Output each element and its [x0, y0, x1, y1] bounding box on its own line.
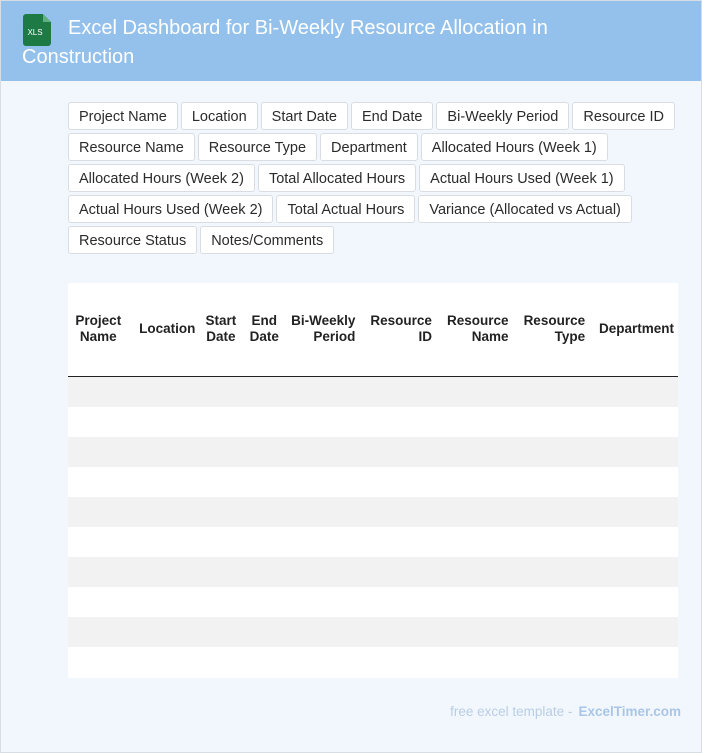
table-cell[interactable] — [286, 617, 359, 647]
table-cell[interactable] — [68, 527, 129, 557]
table-cell[interactable] — [286, 647, 359, 677]
field-tag[interactable]: Total Allocated Hours — [258, 164, 416, 192]
field-tag[interactable]: Resource Status — [68, 226, 197, 254]
table-cell[interactable] — [513, 497, 590, 527]
table-cell[interactable] — [286, 376, 359, 407]
table-cell[interactable] — [513, 376, 590, 407]
table-cell[interactable] — [129, 467, 200, 497]
table-cell[interactable] — [242, 587, 286, 617]
table-row — [68, 617, 678, 647]
table-row — [68, 407, 678, 437]
table-cell[interactable] — [129, 437, 200, 467]
table-cell[interactable] — [589, 376, 678, 407]
field-tag[interactable]: Bi-Weekly Period — [436, 102, 569, 130]
field-tag[interactable]: Resource ID — [572, 102, 675, 130]
table-cell[interactable] — [242, 647, 286, 677]
table-row — [68, 527, 678, 557]
header-bar — [1, 1, 701, 81]
table-cell[interactable] — [589, 467, 678, 497]
table-cell[interactable] — [199, 467, 242, 497]
table-cell[interactable] — [199, 407, 242, 437]
table-cell[interactable] — [129, 527, 200, 557]
column-header[interactable]: Resource Type — [513, 283, 590, 376]
table-cell[interactable] — [199, 557, 242, 587]
table-cell[interactable] — [436, 557, 513, 587]
table-cell[interactable] — [129, 557, 200, 587]
table-cell[interactable] — [68, 437, 129, 467]
table-row — [68, 467, 678, 497]
table-row — [68, 376, 678, 407]
table-cell[interactable] — [286, 527, 359, 557]
column-header[interactable]: Resource Name — [436, 283, 513, 376]
table-cell[interactable] — [68, 557, 129, 587]
data-table-container — [68, 283, 678, 678]
table-cell[interactable] — [242, 557, 286, 587]
table-cell[interactable] — [129, 407, 200, 437]
table-cell[interactable] — [513, 557, 590, 587]
table-cell[interactable] — [286, 467, 359, 497]
table-cell[interactable] — [242, 527, 286, 557]
field-tag[interactable]: Actual Hours Used (Week 1) — [419, 164, 624, 192]
table-cell[interactable] — [436, 437, 513, 467]
field-tag[interactable]: Allocated Hours (Week 2) — [68, 164, 255, 192]
table-cell[interactable] — [359, 437, 436, 467]
footer-credit — [450, 704, 681, 719]
table-cell[interactable] — [589, 437, 678, 467]
table-cell[interactable] — [436, 376, 513, 407]
field-tag[interactable]: Variance (Allocated vs Actual) — [418, 195, 632, 223]
table-cell[interactable] — [436, 587, 513, 617]
table-cell[interactable] — [129, 617, 200, 647]
table-cell[interactable] — [286, 437, 359, 467]
table-cell[interactable] — [589, 617, 678, 647]
table-cell[interactable] — [359, 407, 436, 437]
page-title: Excel Dashboard for Bi-Weekly Resource Allocation in Construction — [22, 17, 548, 68]
table-cell[interactable] — [242, 497, 286, 527]
table-cell[interactable] — [436, 617, 513, 647]
table-cell[interactable] — [436, 527, 513, 557]
table-cell[interactable] — [199, 617, 242, 647]
table-row — [68, 557, 678, 587]
table-cell[interactable] — [286, 557, 359, 587]
table-cell[interactable] — [68, 467, 129, 497]
table-cell[interactable] — [286, 407, 359, 437]
field-tag[interactable]: Location — [181, 102, 258, 130]
field-tag[interactable]: Start Date — [261, 102, 348, 130]
table-cell[interactable] — [513, 527, 590, 557]
table-cell[interactable] — [513, 467, 590, 497]
table-cell[interactable] — [242, 407, 286, 437]
table-cell[interactable] — [68, 376, 129, 407]
table-row — [68, 437, 678, 467]
field-tag[interactable]: Department — [320, 133, 418, 161]
table-cell[interactable] — [589, 557, 678, 587]
field-tag[interactable]: Total Actual Hours — [276, 195, 415, 223]
field-tag[interactable]: Actual Hours Used (Week 2) — [68, 195, 273, 223]
data-table — [68, 283, 678, 677]
column-header[interactable]: Bi-Weekly Period — [286, 283, 359, 376]
table-cell[interactable] — [359, 527, 436, 557]
table-cell[interactable] — [513, 587, 590, 617]
table-cell[interactable] — [68, 617, 129, 647]
column-header[interactable]: Project Name — [68, 283, 129, 376]
table-cell[interactable] — [199, 647, 242, 677]
column-header[interactable]: Department — [589, 283, 678, 376]
table-cell[interactable] — [286, 497, 359, 527]
table-cell[interactable] — [242, 617, 286, 647]
field-tag[interactable]: Resource Type — [198, 133, 317, 161]
table-cell[interactable] — [436, 497, 513, 527]
table-cell[interactable] — [68, 407, 129, 437]
column-header[interactable]: End Date — [242, 283, 286, 376]
table-row — [68, 587, 678, 617]
table-cell[interactable] — [129, 647, 200, 677]
table-cell[interactable] — [359, 376, 436, 407]
table-cell[interactable] — [359, 647, 436, 677]
table-cell[interactable] — [286, 587, 359, 617]
footer-brand-link[interactable]: ExcelTimer.com — [578, 704, 681, 719]
field-tag[interactable]: Project Name — [68, 102, 178, 130]
field-tag[interactable]: Resource Name — [68, 133, 195, 161]
table-cell[interactable] — [199, 437, 242, 467]
table-cell[interactable] — [68, 647, 129, 677]
table-cell[interactable] — [199, 527, 242, 557]
table-cell[interactable] — [68, 497, 129, 527]
table-cell[interactable] — [242, 376, 286, 407]
table-cell[interactable] — [589, 527, 678, 557]
table-cell[interactable] — [359, 587, 436, 617]
field-tag[interactable]: Allocated Hours (Week 1) — [421, 133, 608, 161]
table-cell[interactable] — [199, 497, 242, 527]
table-header-row — [68, 283, 678, 376]
column-header[interactable]: Resource ID — [359, 283, 436, 376]
table-cell[interactable] — [199, 376, 242, 407]
column-header[interactable]: Start Date — [199, 283, 242, 376]
table-cell[interactable] — [513, 437, 590, 467]
footer-prefix: free excel template - — [450, 704, 573, 719]
table-cell[interactable] — [436, 407, 513, 437]
table-cell[interactable] — [242, 467, 286, 497]
table-cell[interactable] — [359, 617, 436, 647]
field-tag[interactable]: Notes/Comments — [200, 226, 334, 254]
table-cell[interactable] — [359, 467, 436, 497]
table-cell[interactable] — [513, 617, 590, 647]
table-cell[interactable] — [129, 376, 200, 407]
table-cell[interactable] — [359, 557, 436, 587]
table-cell[interactable] — [589, 407, 678, 437]
table-cell[interactable] — [589, 647, 678, 677]
table-cell[interactable] — [436, 647, 513, 677]
table-cell[interactable] — [589, 497, 678, 527]
table-cell[interactable] — [513, 647, 590, 677]
table-cell[interactable] — [513, 407, 590, 437]
table-cell[interactable] — [129, 497, 200, 527]
column-header[interactable]: Location — [129, 283, 200, 376]
table-row — [68, 647, 678, 677]
svg-text:XLS: XLS — [27, 28, 43, 37]
table-cell[interactable] — [68, 587, 129, 617]
table-row — [68, 497, 678, 527]
table-cell[interactable] — [199, 587, 242, 617]
field-tag[interactable]: End Date — [351, 102, 433, 130]
table-cell[interactable] — [589, 587, 678, 617]
field-tag-list — [68, 102, 682, 254]
table-cell[interactable] — [359, 497, 436, 527]
table-cell[interactable] — [436, 467, 513, 497]
table-cell[interactable] — [129, 587, 200, 617]
table-cell[interactable] — [242, 437, 286, 467]
